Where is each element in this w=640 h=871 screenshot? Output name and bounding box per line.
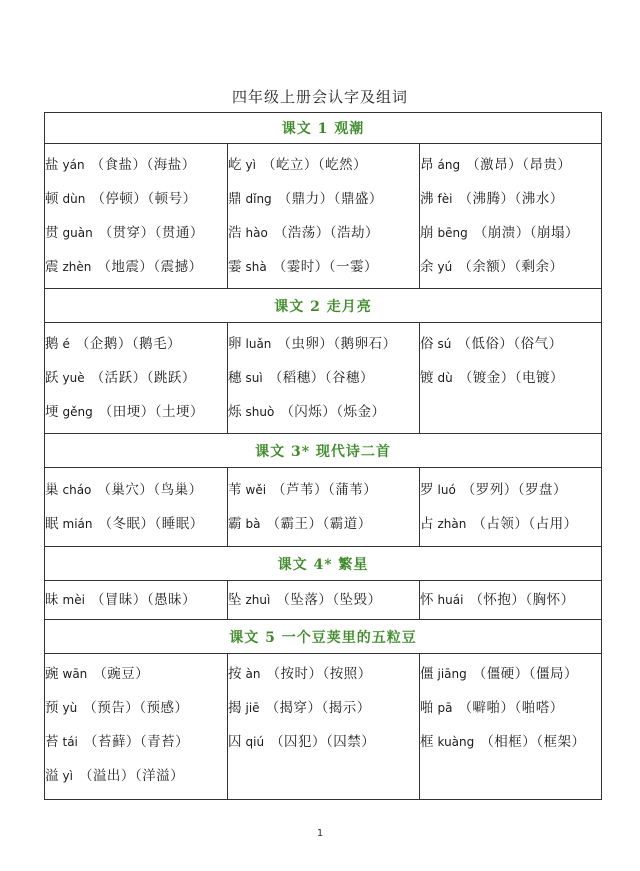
vocab-entry: [228, 250, 419, 284]
column-cell: [228, 468, 420, 547]
vocab-character: 屹: [228, 157, 242, 173]
vocab-entry: [228, 395, 419, 429]
column-cell: [228, 654, 420, 800]
vocab-words: （余额）（剩余）: [458, 259, 564, 275]
vocab-character: 眠: [45, 516, 59, 532]
vocab-character: 揭: [228, 700, 242, 716]
vocab-entry: [420, 148, 601, 182]
column-cell: [45, 323, 228, 434]
vocab-entry: [228, 148, 419, 182]
vocab-character: 沸: [420, 191, 434, 207]
vocab-entry: [420, 182, 601, 216]
column-cell: [45, 581, 228, 620]
vocab-pinyin: luó: [437, 483, 456, 497]
vocab-character: 占: [420, 516, 434, 532]
vocab-pinyin: tái: [62, 735, 78, 749]
section-body-row: [45, 144, 602, 289]
vocab-words: （僵硬）（僵局）: [472, 666, 578, 682]
vocab-entry: [45, 148, 227, 182]
vocab-pinyin: dǐng: [245, 192, 272, 206]
vocab-character: 崩: [420, 225, 434, 241]
vocab-character: 昧: [45, 592, 59, 608]
vocab-words: （冬眠）（睡眠）: [98, 516, 204, 532]
vocab-pinyin: shuò: [245, 405, 275, 419]
vocab-words: （贯穿）（贯通）: [98, 225, 204, 241]
vocab-entry: [228, 182, 419, 216]
vocab-character: 框: [420, 734, 434, 750]
vocab-entry: [420, 216, 601, 250]
vocab-pinyin: yù: [62, 701, 78, 715]
vocab-entry: [420, 507, 601, 541]
section-heading: 课文 2 走月亮: [45, 289, 602, 323]
column-cell: [45, 144, 228, 289]
vocab-entry: [228, 507, 419, 541]
vocab-character: 溢: [45, 768, 59, 784]
section-heading: 课文 3* 现代诗二首: [45, 434, 602, 468]
vocab-entry: [420, 725, 601, 759]
vocab-character: 浩: [228, 225, 242, 241]
vocab-pinyin: jiāng: [437, 667, 467, 681]
vocab-entry: [45, 691, 227, 725]
vocab-words: （闪烁）（烁金）: [280, 404, 386, 420]
vocab-character: 按: [228, 666, 242, 682]
vocab-entry: [228, 583, 419, 617]
vocab-pinyin: bà: [245, 517, 261, 531]
vocab-character: 昂: [420, 157, 434, 173]
column-cell: [45, 654, 228, 800]
vocab-entry: [420, 657, 601, 691]
vocab-words: （冒昧）（愚昧）: [90, 592, 197, 608]
vocab-words: （霸王）（霸道）: [266, 516, 372, 532]
section-heading-row: [45, 289, 602, 323]
vocab-words: （活跃）（跳跃）: [90, 370, 196, 386]
vocab-entry: [45, 583, 227, 617]
vocab-words: （低俗）（俗气）: [457, 336, 563, 352]
section-heading: 课文 5 一个豆荚里的五粒豆: [45, 620, 602, 654]
vocab-character: 霎: [228, 259, 242, 275]
vocab-words: （按时）（按照）: [266, 666, 372, 682]
vocab-pinyin: zhuì: [245, 593, 271, 607]
vocab-pinyin: zhàn: [437, 517, 467, 531]
vocab-character: 囚: [228, 734, 242, 750]
vocab-entry: [45, 395, 227, 429]
vocab-character: 苔: [45, 734, 59, 750]
vocab-character: 盐: [45, 157, 59, 173]
vocab-words: （占领）（占用）: [472, 516, 578, 532]
vocab-pinyin: jiē: [245, 701, 260, 715]
vocab-words: （怀抱）（胸怀）: [469, 592, 575, 608]
vocab-pinyin: yán: [62, 158, 85, 172]
vocab-pinyin: hào: [245, 226, 268, 240]
page-title: 四年级上册会认字及组词: [231, 88, 408, 106]
column-cell: [420, 468, 602, 547]
section-body-row: [45, 581, 602, 620]
vocab-pinyin: áng: [437, 158, 461, 172]
vocab-words: （相框）（框架）: [480, 734, 586, 750]
vocab-character: 镀: [420, 370, 434, 386]
vocab-pinyin: pā: [437, 701, 453, 715]
vocab-character: 贯: [45, 225, 59, 241]
vocab-pinyin: yuè: [62, 371, 85, 385]
column-cell: [45, 468, 228, 547]
vocab-words: （浩荡）（浩劫）: [273, 225, 380, 241]
vocab-words: （豌豆）: [93, 666, 150, 682]
vocab-pinyin: dù: [437, 371, 453, 385]
vocab-entry: [45, 216, 227, 250]
vocab-entry: [45, 507, 227, 541]
vocab-words: （苔藓）（青苔）: [83, 734, 190, 750]
vocab-character: 僵: [420, 666, 434, 682]
vocab-character: 鼎: [228, 191, 242, 207]
vocab-entry: [45, 473, 227, 507]
vocab-pinyin: yì: [62, 769, 73, 783]
vocab-character: 震: [45, 259, 59, 275]
vocab-words: （囚犯）（囚禁）: [270, 734, 376, 750]
vocab-words: （停顿）（顿号）: [91, 191, 197, 207]
vocab-entry: [45, 327, 227, 361]
vocab-pinyin: mèi: [62, 593, 85, 607]
vocab-character: 巢: [45, 482, 59, 498]
vocab-pinyin: kuàng: [437, 735, 475, 749]
column-cell: [228, 581, 420, 620]
vocab-character: 余: [420, 259, 434, 275]
vocab-entry: [228, 473, 419, 507]
vocab-pinyin: yú: [437, 260, 453, 274]
vocab-character: 坠: [228, 592, 242, 608]
vocab-pinyin: sú: [437, 337, 452, 351]
vocab-words: （崩溃）（崩塌）: [473, 225, 579, 241]
vocab-character: 跃: [45, 370, 59, 386]
vocab-words: （芦苇）（蒲苇）: [272, 482, 378, 498]
vocab-words: （屹立）（屹然）: [261, 157, 368, 173]
section-heading-row: [45, 113, 602, 144]
vocab-pinyin: dùn: [62, 192, 86, 206]
vocab-entry: [45, 759, 227, 793]
vocab-pinyin: luǎn: [245, 337, 272, 351]
vocab-pinyin: é: [62, 337, 70, 351]
vocab-pinyin: fèi: [437, 192, 453, 206]
vocab-entry: [45, 361, 227, 395]
vocab-pinyin: wān: [62, 667, 88, 681]
vocab-words: （镀金）（电镀）: [458, 370, 564, 386]
column-cell: [420, 581, 602, 620]
vocab-words: （食盐）（海盐）: [90, 157, 196, 173]
vocab-pinyin: wěi: [245, 483, 267, 497]
vocab-words: （罗列）（罗盘）: [461, 482, 568, 498]
vocab-words: （稻穗）（谷穗）: [268, 370, 374, 386]
vocab-entry: [228, 216, 419, 250]
vocab-entry: [228, 361, 419, 395]
vocab-character: 顿: [45, 191, 59, 207]
vocab-entry: [420, 361, 601, 395]
vocab-entry: [228, 725, 419, 759]
vocab-character: 预: [45, 700, 59, 716]
vocab-character: 罗: [420, 482, 434, 498]
vocab-pinyin: cháo: [62, 483, 92, 497]
vocab-words: （鼎力）（鼎盛）: [277, 191, 383, 207]
vocab-pinyin: àn: [245, 667, 261, 681]
vocab-character: 鹅: [45, 336, 59, 352]
section-body-row: [45, 654, 602, 800]
vocab-entry: [45, 182, 227, 216]
section-heading-row: [45, 434, 602, 468]
vocab-entry: [45, 657, 227, 691]
vocab-character: 霸: [228, 516, 242, 532]
vocab-words: （揭穿）（揭示）: [265, 700, 371, 716]
vocab-entry: [420, 691, 601, 725]
section-heading-row: [45, 620, 602, 654]
vocab-words: （企鹅）（鹅毛）: [75, 336, 182, 352]
column-cell: [420, 144, 602, 289]
vocab-words: （田埂）（土埂）: [98, 404, 204, 420]
page-number: 1: [316, 828, 324, 839]
vocab-pinyin: bēng: [437, 226, 468, 240]
vocab-words: （沸腾）（沸水）: [458, 191, 564, 207]
section-heading: 课文 1 观潮: [45, 113, 602, 144]
vocab-pinyin: qiú: [245, 735, 265, 749]
vocab-character: 俗: [420, 336, 434, 352]
vocab-character: 豌: [45, 666, 59, 682]
vocab-words: （巢穴）（鸟巢）: [97, 482, 203, 498]
vocab-entry: [45, 725, 227, 759]
vocab-words: （溢出）（洋溢）: [78, 768, 185, 784]
vocab-pinyin: yì: [245, 158, 256, 172]
vocab-words: （预告）（预感）: [83, 700, 189, 716]
vocabulary-table: [44, 112, 602, 800]
vocab-entry: [228, 657, 419, 691]
section-heading: 课文 4* 繁星: [45, 547, 602, 581]
vocab-words: （噼啪）（啪嗒）: [458, 700, 564, 716]
column-cell: [420, 654, 602, 800]
section-heading-row: [45, 547, 602, 581]
vocab-entry: [420, 250, 601, 284]
vocab-words: （坠落）（坠毁）: [276, 592, 382, 608]
vocab-character: 苇: [228, 482, 242, 498]
vocab-pinyin: guàn: [62, 226, 93, 240]
vocab-words: （霎时）（一霎）: [272, 259, 378, 275]
vocab-entry: [45, 250, 227, 284]
section-body-row: [45, 323, 602, 434]
vocab-entry: [420, 583, 601, 617]
vocab-pinyin: suì: [245, 371, 263, 385]
vocab-pinyin: zhèn: [62, 260, 92, 274]
vocab-character: 啪: [420, 700, 434, 716]
vocab-character: 埂: [45, 404, 59, 420]
vocab-pinyin: gěng: [62, 405, 93, 419]
vocab-character: 穗: [228, 370, 242, 386]
vocab-words: （虫卵）（鹅卵石）: [277, 336, 397, 352]
vocab-pinyin: mián: [62, 517, 93, 531]
vocab-pinyin: huái: [437, 593, 464, 607]
vocab-words: （地震）（震撼）: [97, 259, 203, 275]
column-cell: [420, 323, 602, 434]
vocab-words: （激昂）（昂贵）: [466, 157, 572, 173]
column-cell: [228, 323, 420, 434]
vocab-entry: [420, 327, 601, 361]
vocab-entry: [420, 473, 601, 507]
vocab-pinyin: shà: [245, 260, 267, 274]
section-body-row: [45, 468, 602, 547]
vocab-character: 卵: [228, 336, 242, 352]
vocab-entry: [228, 691, 419, 725]
vocab-character: 怀: [420, 592, 434, 608]
vocab-entry: [228, 327, 419, 361]
vocab-character: 烁: [228, 404, 242, 420]
column-cell: [228, 144, 420, 289]
